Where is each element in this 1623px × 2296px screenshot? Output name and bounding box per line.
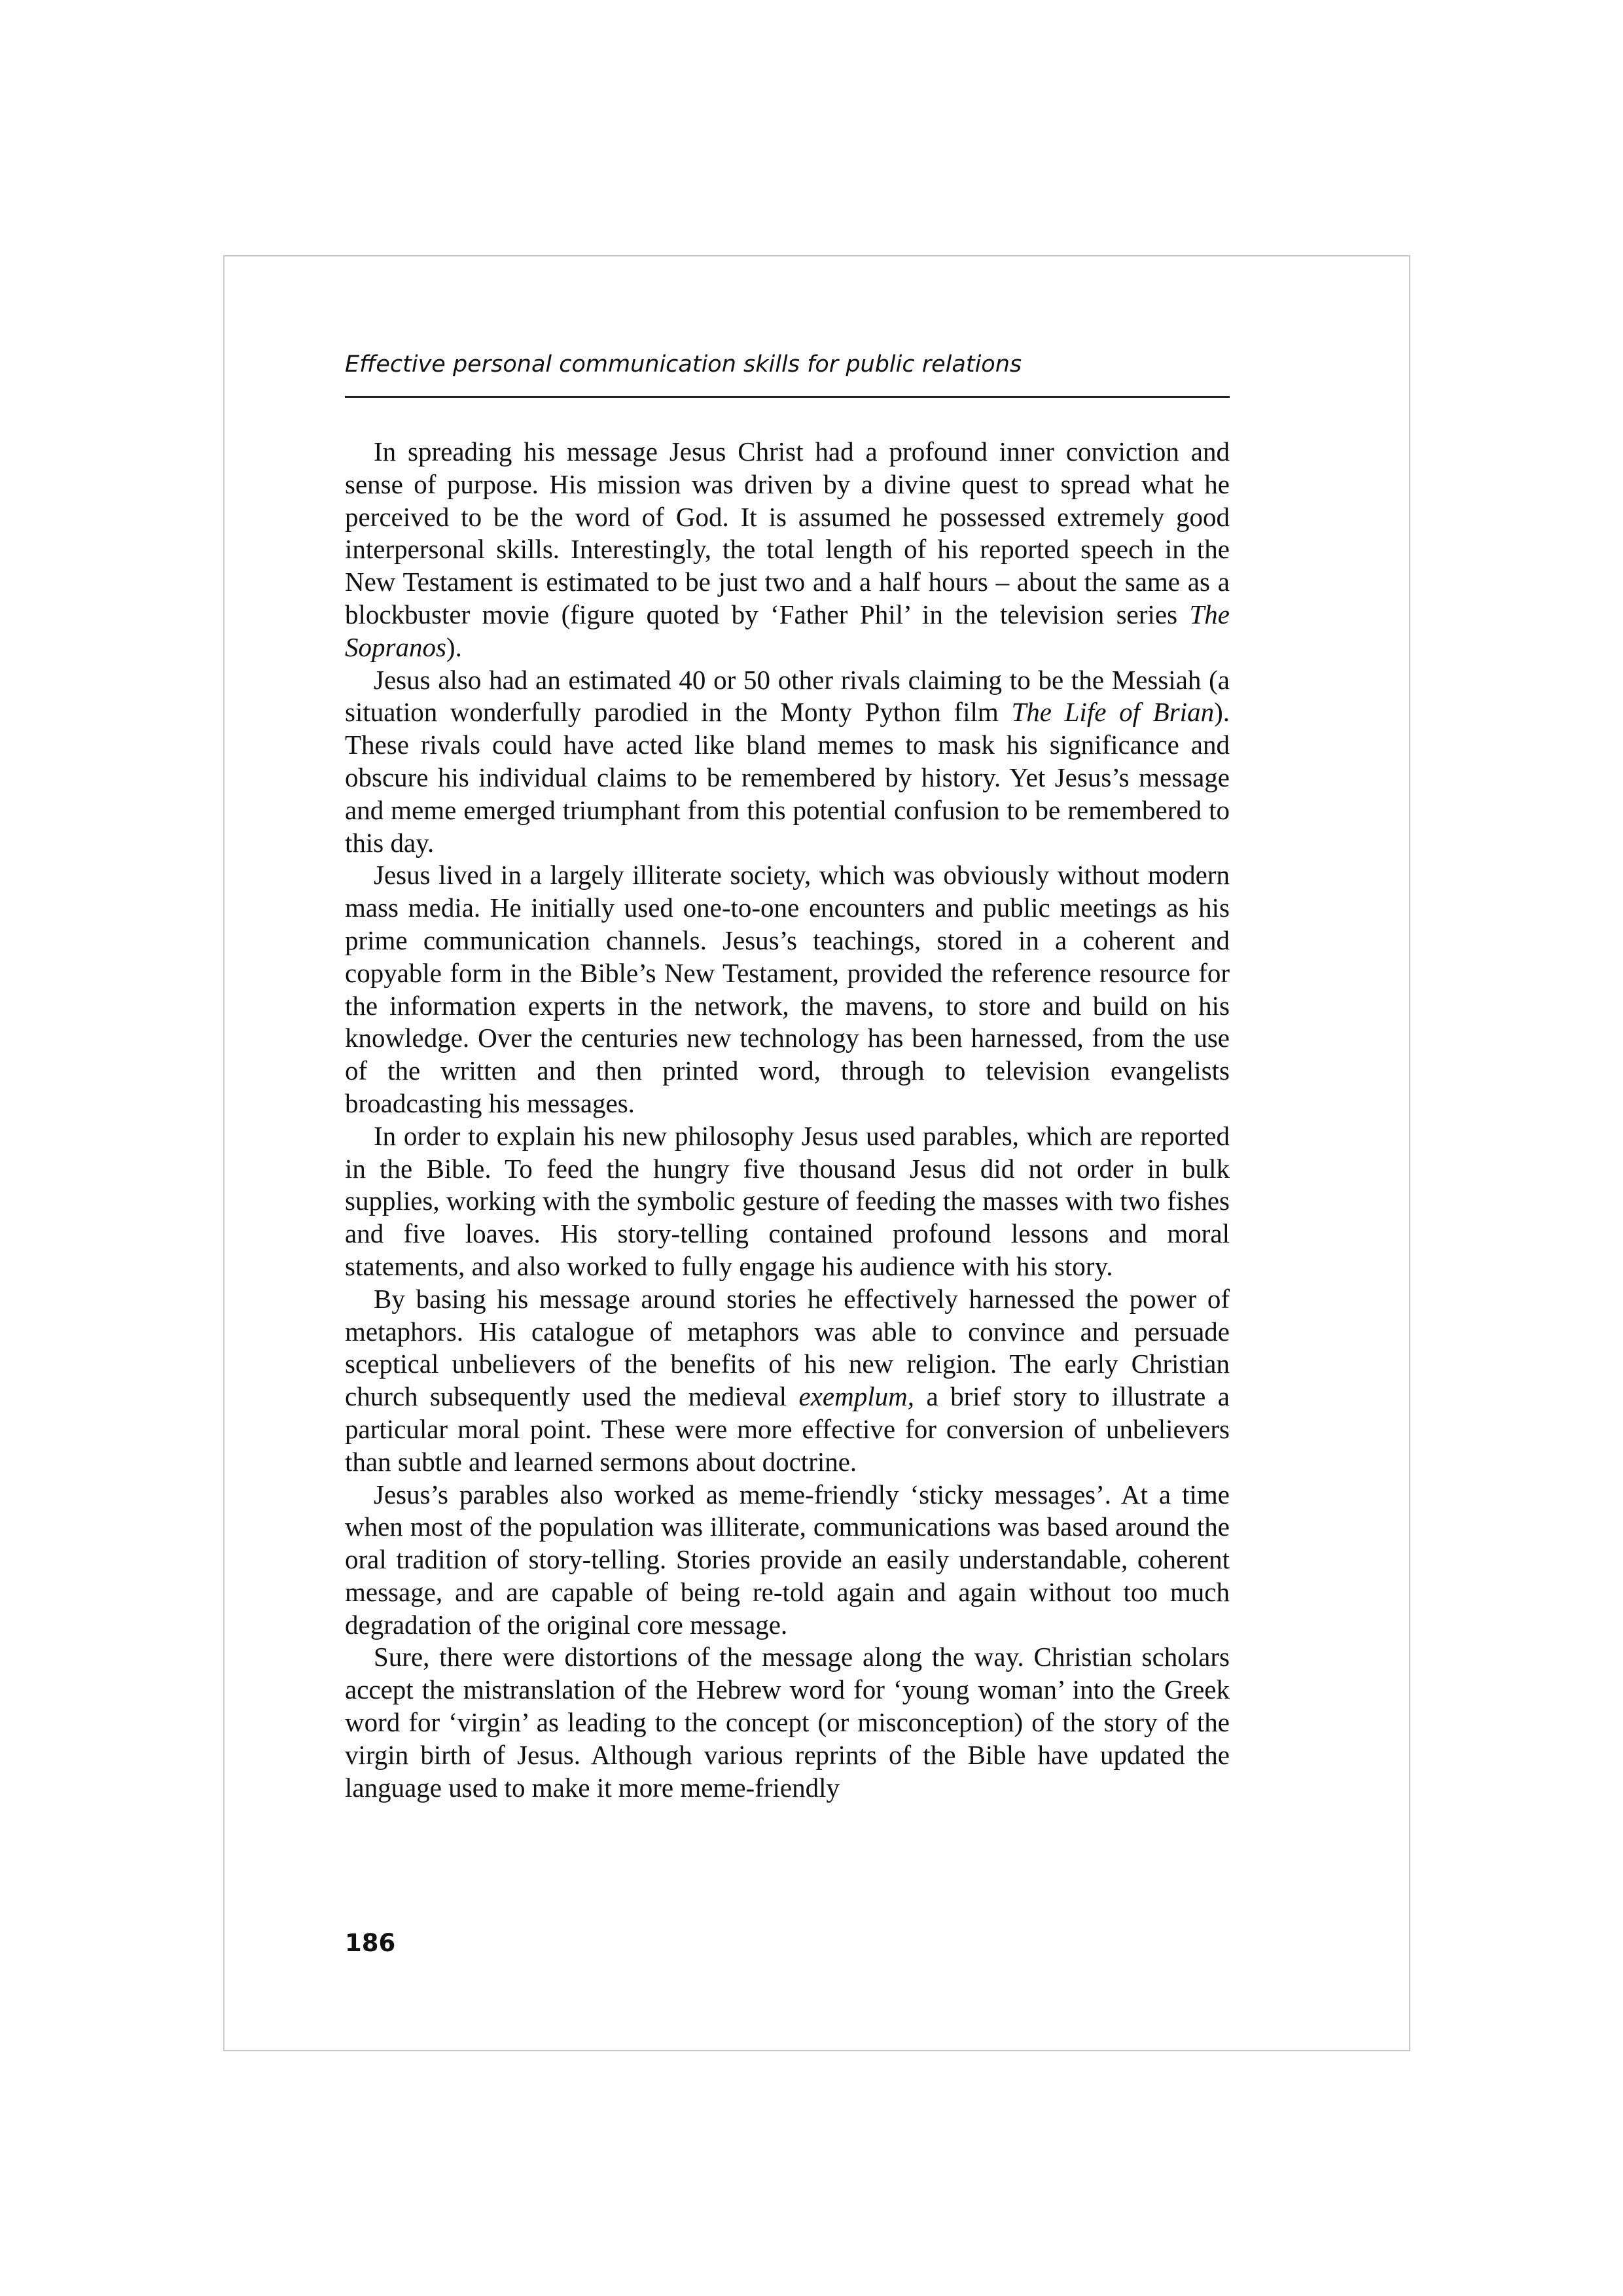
paragraph-5: By basing his message around stories he effectively harnessed the power of metaphors. His catalogue of metaphors was able to convince and persuade sceptical unbelievers of the benefits of his new religion. The early Christian church subsequently used the medieval exemplum, a brief story to illustrate a particular moral point. These were more effective for conversion of unbelievers than subtle and learned sermons about doctrine. <box>345 1283 1230 1477</box>
paragraph-3: Jesus lived in a largely illiterate society, which was obviously without modern mass media. He initially used one-to-one encounters and public meetings as his prime communication channels. Jesus’s teachings, stored in a coherent and copyable form in the Bible’s New Testament, provided the reference resource for the information experts in the network, the mavens, to store and build on his knowledge. Over the centuries new technology has been harnessed, from the use of the written and then printed word, through to television evangelists broadcasting his messages. <box>345 860 1230 1118</box>
paragraph-1: In spreading his message Jesus Christ had a profound inner conviction and sense of purpose. His mission was driven by a divine quest to spread what he perceived to be the word of God. It is assumed he possessed extremely good interpersonal skills. Interestingly, the total length of his reported speech in the New Testament is estimated to be just two and a half hours – about the same as a blockbuster movie (figure quoted by ‘Father Phil’ in the television series The Sopranos). <box>345 436 1230 662</box>
page-number: 186 <box>345 1929 396 1957</box>
body-text <box>345 436 1230 1804</box>
paragraph-4: In order to explain his new philosophy Jesus used parables, which are reported in the Bible. To feed the hungry five thousand Jesus did not order in bulk supplies, working with the symbolic gesture of feeding the masses with two fishes and five loaves. His story-telling contained profound lessons and moral statements, and also worked to fully engage his audience with his story. <box>345 1120 1230 1281</box>
header-rule <box>345 396 1230 398</box>
running-head: Effective personal communication skills for public relations <box>345 351 1022 378</box>
paragraph-2: Jesus also had an estimated 40 or 50 other rivals claiming to be the Messiah (a situation wonderfully parodied in the Monty Python film The Life of Brian). These rivals could have acted like bland memes to mask his significance and obscure his individual claims to be remembered by history. Yet Jesus’s message and meme emerged triumphant from this potential confusion to be remembered to this day. <box>345 664 1230 858</box>
paragraph-7: Sure, there were distortions of the message along the way. Christian scholars accept the mistranslation of the Hebrew word for ‘young woman’ into the Greek word for ‘virgin’ as leading to the concept (or misconception) of the story of the virgin birth of Jesus. Although various reprints of the Bible have updated the language used to make it more meme-friendly <box>345 1642 1230 1803</box>
paragraph-6: Jesus’s parables also worked as meme-friendly ‘sticky messages’. At a time when most of the population was illiterate, communications was based around the oral tradition of story-telling. Stories provide an easily understandable, coherent message, and are capable of being re-told again and again without too much degradation of the original core message. <box>345 1479 1230 1640</box>
